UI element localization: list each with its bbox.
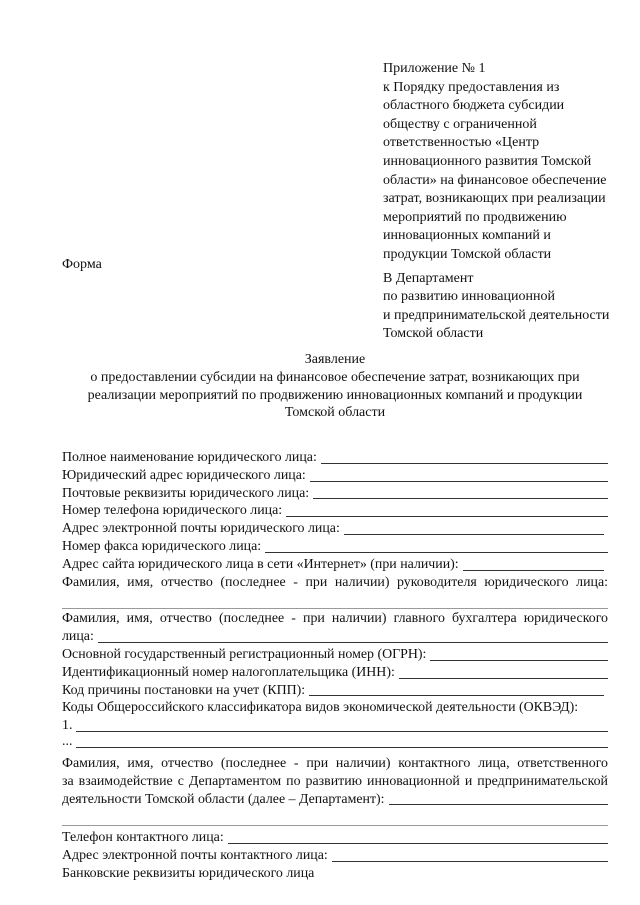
head-fio-field	[62, 574, 608, 592]
postal-details-field[interactable]	[62, 485, 608, 503]
full-name-field[interactable]	[62, 449, 608, 467]
appendix-line: мероприятий по продвижению	[383, 209, 567, 225]
fill-line[interactable]	[321, 463, 608, 464]
fill-line[interactable]	[310, 481, 608, 482]
appendix-line: ответственностью «Центр	[383, 135, 540, 151]
field-label: Номер телефона юридического лица:	[62, 503, 283, 519]
contact-phone-field[interactable]	[62, 829, 608, 847]
fill-line[interactable]	[309, 695, 604, 696]
fill-line[interactable]	[98, 642, 608, 643]
form-label: Форма	[62, 257, 102, 272]
appendix-line: обществу с ограниченной	[383, 116, 537, 132]
appendix-line: Приложение № 1	[383, 61, 486, 76]
website-field[interactable]	[62, 556, 608, 574]
contact-fio-field-line-2	[62, 773, 608, 791]
fax-field[interactable]	[62, 538, 608, 556]
contact-fio-field	[62, 755, 608, 773]
appendix-line: продукции Томской области	[383, 246, 552, 262]
fill-line[interactable]	[430, 660, 608, 661]
fill-line[interactable]	[313, 498, 608, 499]
field-label: Почтовые реквизиты юридического лица:	[62, 485, 310, 501]
contact-fio-fill-line[interactable]	[62, 808, 608, 826]
field-label: Юридический адрес юридического лица:	[62, 467, 306, 483]
okved-field	[62, 699, 608, 717]
field-label: Адрес электронной почты контактного лица:	[62, 847, 328, 863]
appendix-line: области» на финансовое обеспечение	[383, 172, 607, 188]
appendix-line: затрат, возникающих при реализации	[383, 191, 606, 207]
appendix-line: инновационных компаний и	[383, 228, 551, 244]
document-title	[62, 351, 608, 422]
title-line: Томской области	[284, 405, 386, 421]
contact-email-field[interactable]	[62, 847, 608, 865]
contact-fio-field-line-3[interactable]	[62, 791, 608, 809]
application-fields	[62, 449, 608, 883]
legal-address-field[interactable]	[62, 467, 608, 485]
field-label: Фамилия, имя, отчество (последнее - при наличии) контактного лица, ответственного	[62, 755, 608, 771]
addressee-line: Томской области	[383, 325, 484, 341]
fill-line[interactable]	[389, 804, 608, 805]
fill-line[interactable]	[265, 552, 608, 553]
email-field[interactable]	[62, 520, 608, 538]
fill-line[interactable]	[399, 678, 608, 679]
fill-line[interactable]	[463, 570, 604, 571]
okved-item-more[interactable]	[62, 735, 608, 751]
addressee-line: по развитию инновационной	[383, 289, 555, 305]
fill-line[interactable]	[228, 843, 608, 844]
bank-details-heading	[62, 865, 608, 883]
addressee-block	[383, 270, 633, 343]
field-label: лица:	[62, 629, 94, 645]
field-label: Код причины постановки на учет (КПП):	[62, 682, 306, 698]
title-line: реализации мероприятий по продвижению инновационных компаний и продукции	[87, 387, 583, 403]
field-label: Телефон контактного лица:	[62, 830, 224, 846]
ogrn-field[interactable]	[62, 646, 608, 664]
field-label: Идентификационный номер налогоплательщика (ИНН):	[62, 664, 395, 680]
field-label: Адрес электронной почты юридического лица:	[62, 521, 340, 537]
fill-line[interactable]	[76, 731, 608, 732]
field-label: Адрес сайта юридического лица в сети «Интернет» (при наличии):	[62, 556, 459, 572]
title-line: о предоставлении субсидии на финансовое обеспечение затрат, возникающих при	[90, 369, 580, 385]
accountant-fio-field-continued[interactable]	[62, 628, 608, 646]
title-heading: Заявление	[304, 352, 366, 367]
field-label: Основной государственный регистрационный номер (ОГРН):	[62, 646, 427, 662]
field-label: Банковские реквизиты юридического лица	[62, 865, 315, 881]
accountant-fio-field	[62, 609, 608, 628]
kpp-field[interactable]	[62, 682, 608, 700]
field-label: Номер факса юридического лица:	[62, 538, 262, 554]
appendix-line: к Порядку предоставления из	[383, 79, 560, 95]
fill-line[interactable]	[286, 516, 608, 517]
head-fio-fill-line[interactable]	[62, 591, 608, 609]
okved-item-1[interactable]	[62, 717, 608, 735]
fill-line[interactable]	[332, 861, 608, 862]
field-label: деятельности Томской области (далее – Департамент):	[62, 791, 385, 807]
field-label: за взаимодействие с Департаментом по развитию инновационной и предпринимательской	[62, 773, 608, 789]
addressee-line: В Департамент	[383, 271, 474, 286]
field-label: Коды Общероссийского классификатора видов экономической деятельности (ОКВЭД):	[62, 700, 579, 716]
item-number: 1.	[62, 718, 73, 734]
item-ellipsis: ...	[62, 734, 73, 750]
appendix-line: областного бюджета субсидии	[383, 98, 565, 114]
field-label: Полное наименование юридического лица:	[62, 450, 317, 465]
addressee-line: и предпринимательской деятельности	[383, 307, 610, 323]
phone-field[interactable]	[62, 502, 608, 520]
appendix-line: инновационного развития Томской	[383, 153, 592, 169]
fill-line[interactable]	[76, 747, 608, 748]
field-label: Фамилия, имя, отчество (последнее - при наличии) руководителя юридического лица:	[62, 574, 608, 590]
appendix-block	[383, 60, 633, 265]
fill-line[interactable]	[344, 534, 604, 535]
inn-field[interactable]	[62, 664, 608, 682]
field-label: Фамилия, имя, отчество (последнее - при наличии) главного бухгалтера юридического	[62, 611, 608, 627]
